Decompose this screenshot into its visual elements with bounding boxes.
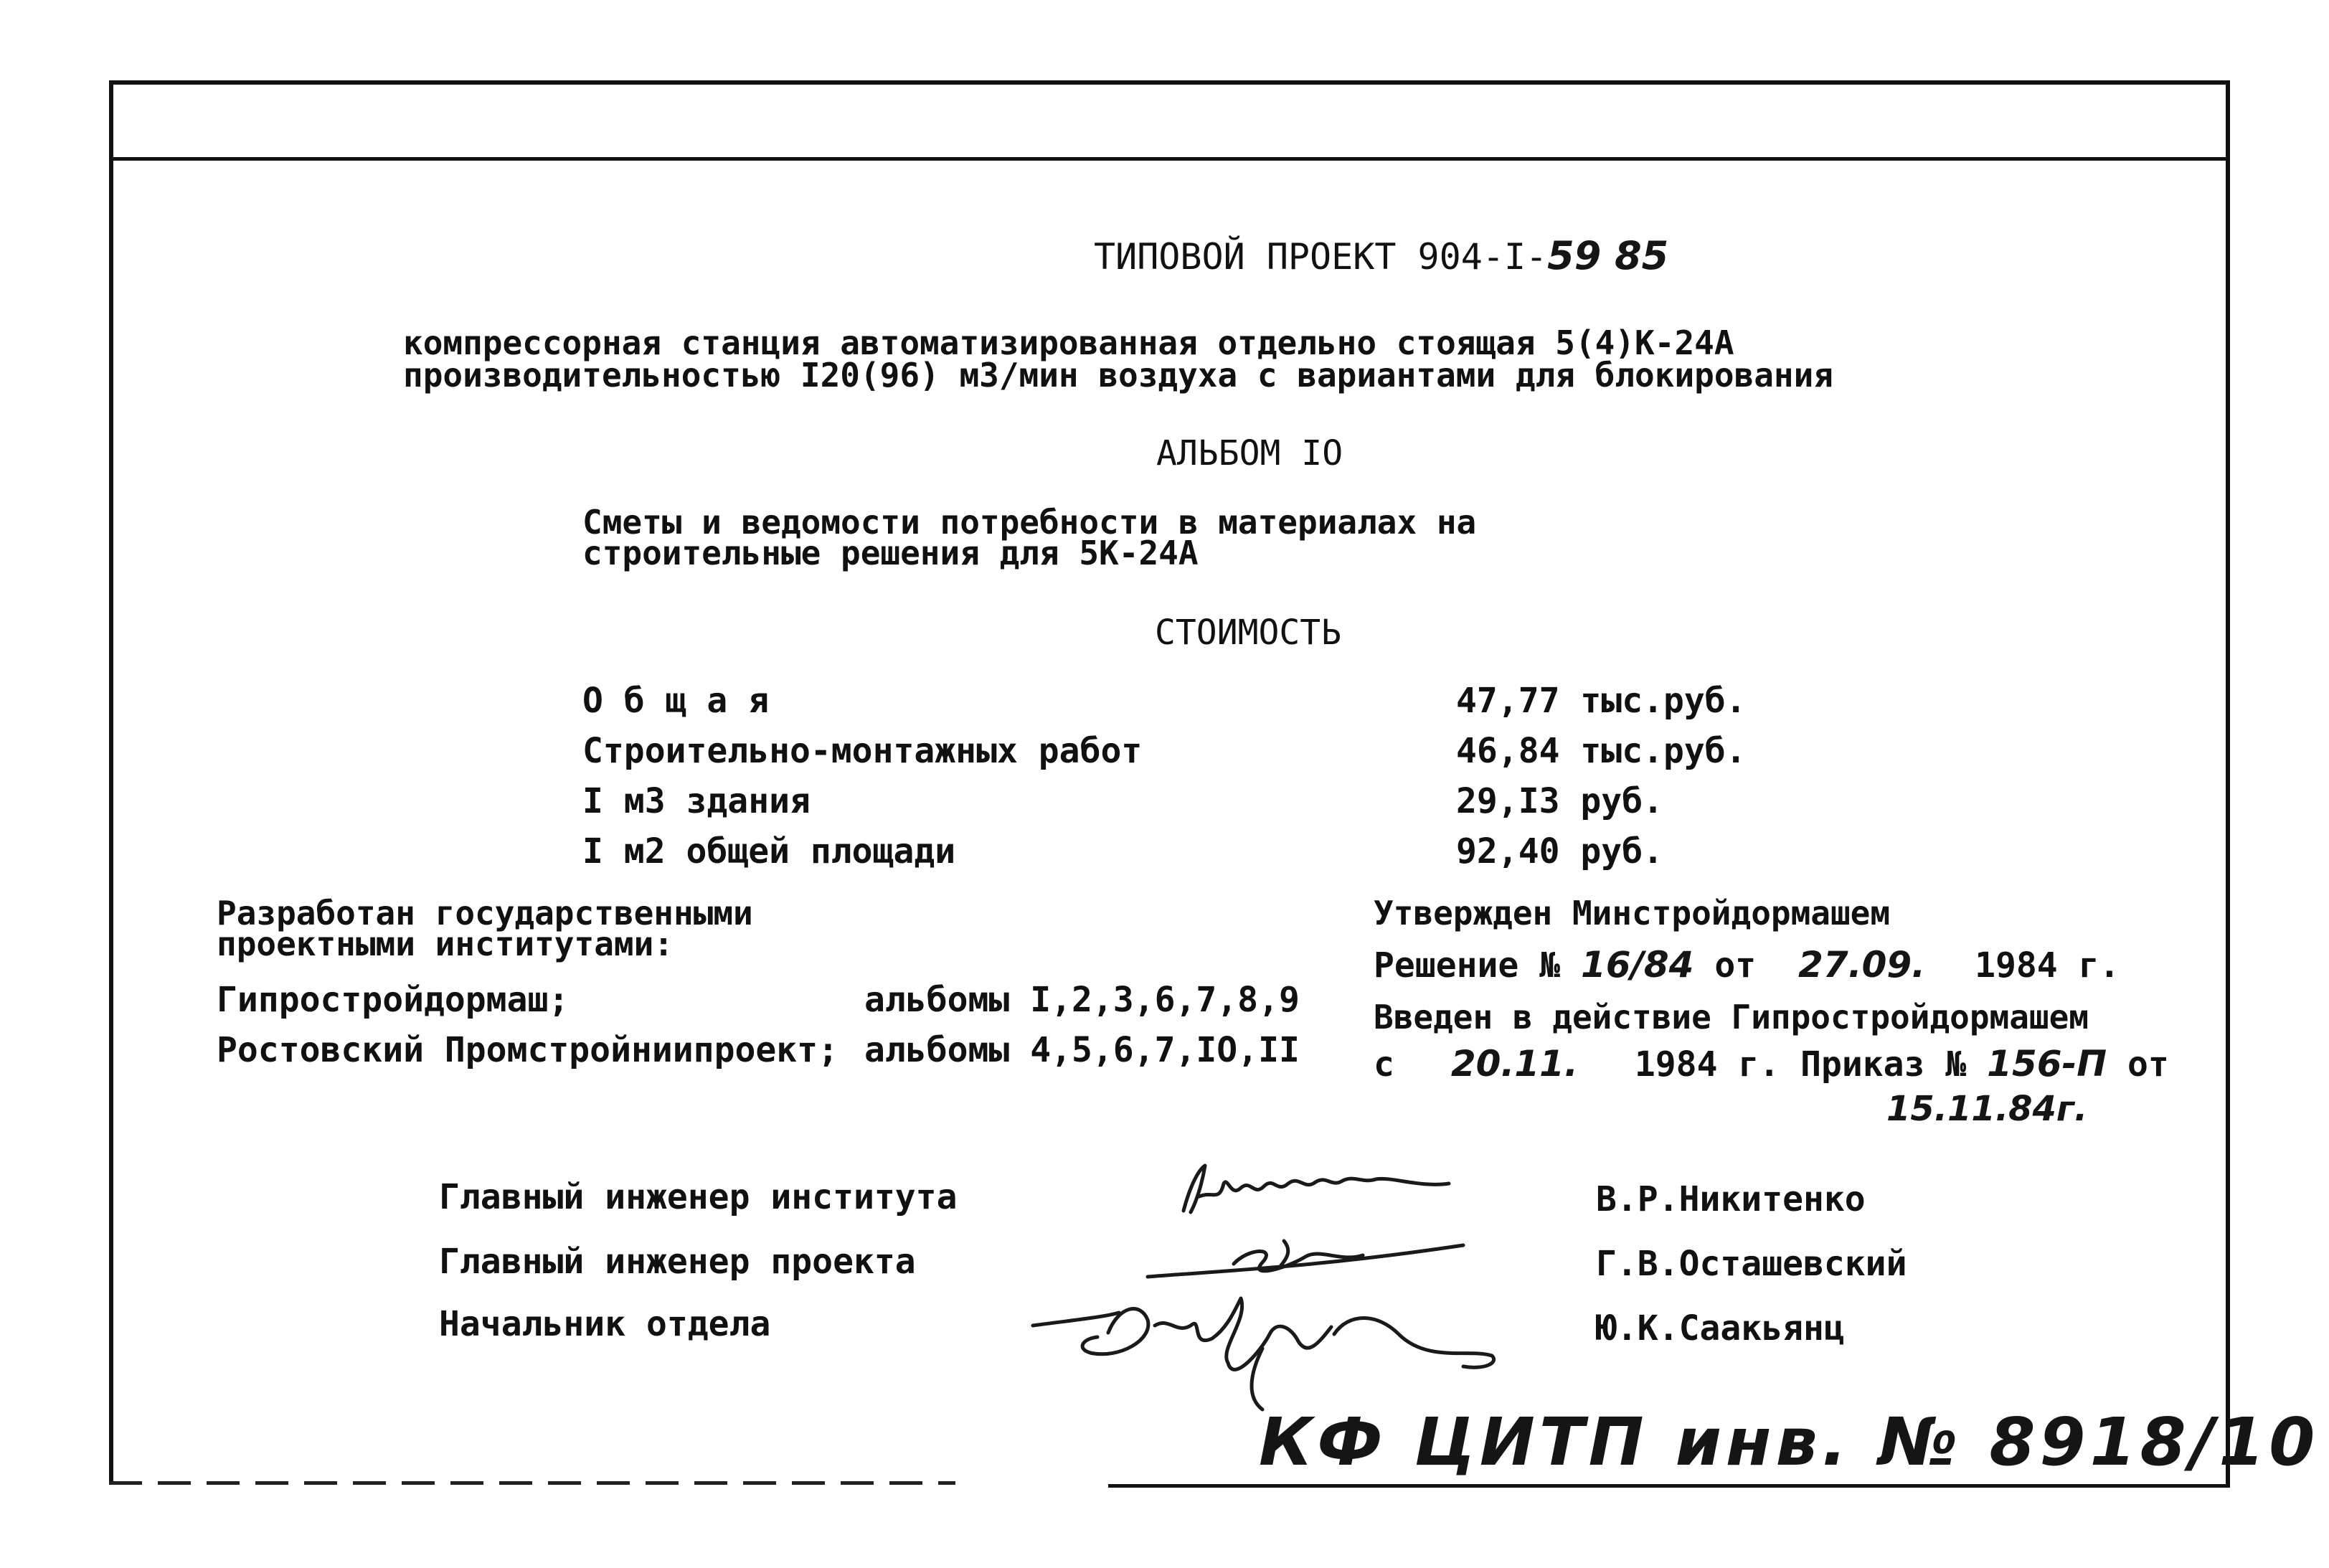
approval-introduction: с 20.11. 1984 г. Приказ № 156-П от <box>1374 1043 2169 1085</box>
decision-number-handwritten: 16/84 <box>1581 944 1694 986</box>
signature-1-scribble <box>1184 1166 1449 1212</box>
signature-role-1: Главный инженер института <box>439 1177 958 1217</box>
approval-decision: Решение № 16/84 от 27.09. 1984 г. <box>1374 944 2120 986</box>
developer-name-2: Ростовский Промстройниипроект; <box>217 1030 838 1070</box>
developer-albums-1: альбомы I,2,3,6,7,8,9 <box>864 980 1300 1020</box>
description-line-2: производительностью I20(96) м3/мин воздуха с вариантами для блокирования <box>403 356 1833 395</box>
decision-date-handwritten: 27.09. <box>1798 944 1926 986</box>
signature-role-2: Главный инженер проекта <box>439 1242 916 1282</box>
signature-name-1: В.Р.Никитенко <box>1596 1179 1866 1219</box>
cost-heading: СТОИМОСТЬ <box>1155 613 1342 653</box>
approval-line-3: Введен в действие Гипростройдормашем <box>1374 998 2089 1036</box>
developers-line-1: Разработан государственными <box>217 894 753 932</box>
project-title: ТИПОВОЙ ПРОЕКТ 904-I-59 85 <box>1094 233 1669 278</box>
album-subtitle-line-2: строительные решения для 5К-24А <box>582 534 1199 572</box>
cost-label-construction: Строительно-монтажных работ <box>582 731 1143 771</box>
inventory-stamp-handwritten: КФ ЦИТП инв. № 8918/10 <box>1259 1404 2320 1480</box>
cost-value-total: 47,77 тыс.руб. <box>1456 681 1747 721</box>
cost-label-per-m2: I м2 общей площади <box>582 831 956 872</box>
signature-name-2: Г.В.Осташевский <box>1596 1244 1907 1284</box>
album-title: АЛЬБОМ IO <box>1156 433 1343 473</box>
cost-value-per-m3: 29,I3 руб. <box>1456 781 1663 821</box>
project-number-handwritten: 59 85 <box>1547 233 1669 278</box>
signature-2-scribble <box>1148 1241 1463 1277</box>
signature-role-3: Начальник отдела <box>439 1304 771 1344</box>
order-number-handwritten: 156-П <box>1987 1043 2107 1085</box>
developers-line-2: проектными институтами: <box>217 925 674 963</box>
signature-name-3: Ю.К.Саакьянц <box>1596 1308 1845 1349</box>
album-subtitle-line-1: Сметы и ведомости потребности в материалах на <box>582 503 1477 542</box>
description-line-1: компрессорная станция автоматизированная отдельно стоящая 5(4)К-24А <box>403 323 1734 362</box>
cost-value-per-m2: 92,40 руб. <box>1456 831 1663 872</box>
intro-date-handwritten: 20.11. <box>1450 1043 1578 1085</box>
cost-value-construction: 46,84 тыс.руб. <box>1456 731 1747 771</box>
signature-3-scribble <box>1033 1298 1494 1409</box>
cost-label-total: О б щ а я <box>582 681 770 721</box>
developer-albums-2: альбомы 4,5,6,7,IO,II <box>864 1030 1300 1070</box>
order-date-handwritten: 15.11.84г. <box>1886 1089 2088 1129</box>
cost-label-per-m3: I м3 здания <box>582 781 811 821</box>
developer-name-1: Гипростройдормаш; <box>217 980 570 1020</box>
approval-line-1: Утвержден Минстройдормашем <box>1374 894 1891 932</box>
